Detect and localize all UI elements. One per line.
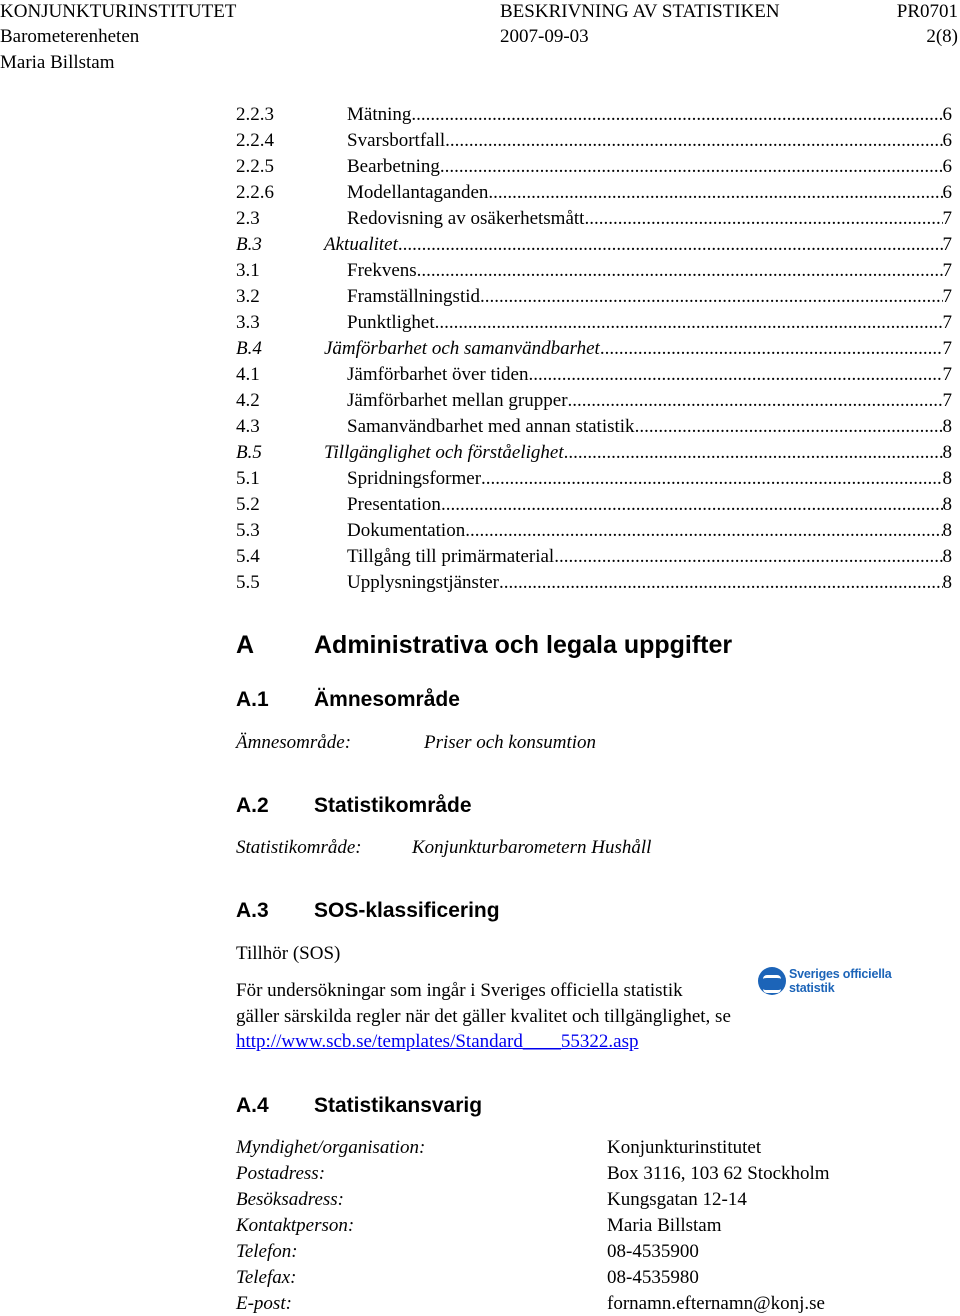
sos-logo-icon	[758, 967, 786, 995]
contact-value-phone: 08-4535900	[607, 1241, 699, 1262]
toc-row[interactable]	[236, 568, 952, 594]
toc-leader	[528, 364, 942, 386]
toc-leader	[411, 104, 942, 126]
toc-num: B.3	[236, 234, 262, 255]
header-doc-title: BESKRIVNING AV STATISTIKEN	[500, 1, 780, 22]
toc-title: Framställningstid	[347, 286, 480, 307]
toc-num: 5.2	[236, 494, 260, 515]
contact-label-fax: Telefax:	[236, 1267, 297, 1288]
toc-num: 5.1	[236, 468, 260, 489]
toc-title: Aktualitet	[324, 234, 398, 255]
toc-row[interactable]	[236, 412, 952, 438]
toc-num: 2.2.4	[236, 130, 274, 151]
toc-num: B.5	[236, 442, 262, 463]
sos-logo-text: Sveriges officiella statistik	[789, 967, 892, 995]
toc-page: 8	[942, 442, 952, 463]
a2-value: Konjunkturbarometern Hushåll	[412, 837, 652, 858]
toc-num: 4.2	[236, 390, 260, 411]
toc-title: Spridningsformer	[347, 468, 482, 489]
toc-num: 4.1	[236, 364, 260, 385]
sos-logo	[758, 966, 934, 996]
a3-paragraph-line-2: gäller särskilda regler när det gäller kvalitet och tillgänglighet, se	[236, 1006, 731, 1027]
toc-page: 8	[942, 468, 952, 489]
toc-page: 8	[942, 416, 952, 437]
toc-leader	[480, 286, 943, 308]
toc-row[interactable]	[236, 152, 952, 178]
toc-page: 6	[942, 130, 952, 151]
toc-num: 4.3	[236, 416, 260, 437]
toc-page: 6	[942, 156, 952, 177]
contact-label-postal: Postadress:	[236, 1163, 326, 1184]
toc-num: 2.2.5	[236, 156, 274, 177]
toc-row[interactable]	[236, 516, 952, 542]
a3-number: A.3	[236, 899, 269, 922]
toc-num: 5.4	[236, 546, 260, 567]
contact-label-visit: Besöksadress:	[236, 1189, 344, 1210]
toc-page: 7	[942, 208, 952, 229]
scb-standard-link[interactable]: http://www.scb.se/templates/Standard____55322.asp	[236, 1031, 639, 1052]
toc-row[interactable]	[236, 464, 952, 490]
toc-title: Mätning	[347, 104, 412, 125]
header-org: KONJUNKTURINSTITUTET	[0, 1, 237, 22]
toc-page: 7	[942, 364, 952, 385]
toc-title: Punktlighet	[347, 312, 435, 333]
toc-row[interactable]	[236, 256, 952, 282]
header-page-number: 2(8)	[926, 26, 958, 47]
toc-title: Tillgänglighet och förståelighet	[324, 442, 564, 463]
toc-num: 5.3	[236, 520, 260, 541]
toc-row[interactable]	[236, 126, 952, 152]
toc-page: 7	[942, 286, 952, 307]
toc-num: 3.2	[236, 286, 260, 307]
toc-row[interactable]	[236, 360, 952, 386]
header-unit: Barometerenheten	[0, 26, 140, 47]
a1-title: Ämnesområde	[314, 688, 460, 711]
toc-title: Jämförbarhet över tiden	[347, 364, 529, 385]
toc-title: Redovisning av osäkerhetsmått	[347, 208, 585, 229]
toc-num: 3.3	[236, 312, 260, 333]
toc-row[interactable]	[236, 100, 952, 126]
toc-row[interactable]	[236, 204, 952, 230]
contact-value-person: Maria Billstam	[607, 1215, 722, 1236]
toc-leader	[445, 130, 942, 152]
a3-subtitle: Tillhör (SOS)	[236, 943, 341, 964]
toc-title: Samanvändbarhet med annan statistik	[347, 416, 635, 437]
toc-page: 8	[942, 520, 952, 541]
toc-page: 7	[942, 390, 952, 411]
toc-num: B.4	[236, 338, 262, 359]
toc-leader	[635, 416, 943, 438]
toc-row[interactable]	[236, 438, 952, 464]
contact-label-person: Kontaktperson:	[236, 1215, 355, 1236]
toc-row[interactable]	[236, 334, 952, 360]
toc-title: Modellantaganden	[347, 182, 489, 203]
a3-paragraph-line-1: För undersökningar som ingår i Sveriges officiella statistik	[236, 980, 683, 1001]
toc-leader	[417, 260, 943, 282]
toc-leader	[564, 442, 943, 464]
toc-leader	[499, 572, 943, 594]
header-doc-code: PR0701	[896, 1, 958, 22]
contact-value-email[interactable]: fornamn.efternamn@konj.se	[607, 1293, 825, 1314]
toc-title: Svarsbortfall	[347, 130, 446, 151]
a1-label: Ämnesområde:	[236, 732, 352, 753]
toc-row[interactable]	[236, 178, 952, 204]
toc-num: 3.1	[236, 260, 260, 281]
toc-row[interactable]	[236, 386, 952, 412]
toc-leader	[488, 182, 942, 204]
toc-row[interactable]	[236, 308, 952, 334]
toc-leader	[440, 156, 943, 178]
toc-page: 8	[942, 546, 952, 567]
contact-label-agency: Myndighet/organisation:	[236, 1137, 426, 1158]
contact-value-agency: Konjunkturinstitutet	[607, 1137, 762, 1158]
toc-leader	[568, 390, 943, 412]
toc-title: Upplysningstjänster	[347, 572, 499, 593]
contact-value-visit: Kungsgatan 12-14	[607, 1189, 747, 1210]
section-a-number: A	[236, 631, 255, 659]
section-a-title: Administrativa och legala uppgifter	[314, 631, 733, 659]
a4-title: Statistikansvarig	[314, 1094, 483, 1117]
toc-num: 2.2.3	[236, 104, 274, 125]
toc-title: Frekvens	[347, 260, 417, 281]
toc-leader	[481, 468, 942, 490]
toc-row[interactable]	[236, 230, 952, 256]
a2-number: A.2	[236, 794, 269, 817]
toc-leader	[554, 546, 942, 568]
toc-leader	[398, 234, 943, 256]
toc-page: 7	[942, 338, 952, 359]
toc-num: 2.3	[236, 208, 260, 229]
toc-title: Bearbetning	[347, 156, 440, 177]
toc-row[interactable]	[236, 490, 952, 516]
toc-num: 5.5	[236, 572, 260, 593]
toc-row[interactable]	[236, 282, 952, 308]
toc-title: Jämförbarhet mellan grupper	[347, 390, 568, 411]
contact-label-phone: Telefon:	[236, 1241, 298, 1262]
toc-row[interactable]	[236, 542, 952, 568]
toc-page: 6	[942, 104, 952, 125]
toc-page: 6	[942, 182, 952, 203]
toc-page: 7	[942, 260, 952, 281]
a1-value: Priser och konsumtion	[424, 732, 597, 753]
header-author: Maria Billstam	[0, 52, 115, 73]
a4-number: A.4	[236, 1094, 269, 1117]
contact-value-fax: 08-4535980	[607, 1267, 699, 1288]
toc-num: 2.2.6	[236, 182, 274, 203]
toc-title: Presentation	[347, 494, 441, 515]
toc-leader	[584, 208, 942, 230]
toc-title: Jämförbarhet och samanvändbarhet	[324, 338, 600, 359]
contact-value-postal: Box 3116, 103 62 Stockholm	[607, 1163, 830, 1184]
toc-title: Dokumentation	[347, 520, 466, 541]
toc-page: 8	[942, 494, 952, 515]
a2-label: Statistikområde:	[236, 837, 362, 858]
a1-number: A.1	[236, 688, 269, 711]
toc-page: 7	[942, 234, 952, 255]
toc-page: 8	[942, 572, 952, 593]
a2-title: Statistikområde	[314, 794, 472, 817]
toc-leader	[435, 312, 943, 334]
toc-title: Tillgång till primärmaterial	[347, 546, 555, 567]
toc-leader	[441, 494, 943, 516]
contact-label-email: E-post:	[236, 1293, 292, 1314]
a3-title: SOS-klassificering	[314, 899, 500, 922]
toc-leader	[600, 338, 943, 360]
toc-leader	[465, 520, 942, 542]
header-date: 2007-09-03	[500, 26, 589, 47]
toc-page: 7	[942, 312, 952, 333]
